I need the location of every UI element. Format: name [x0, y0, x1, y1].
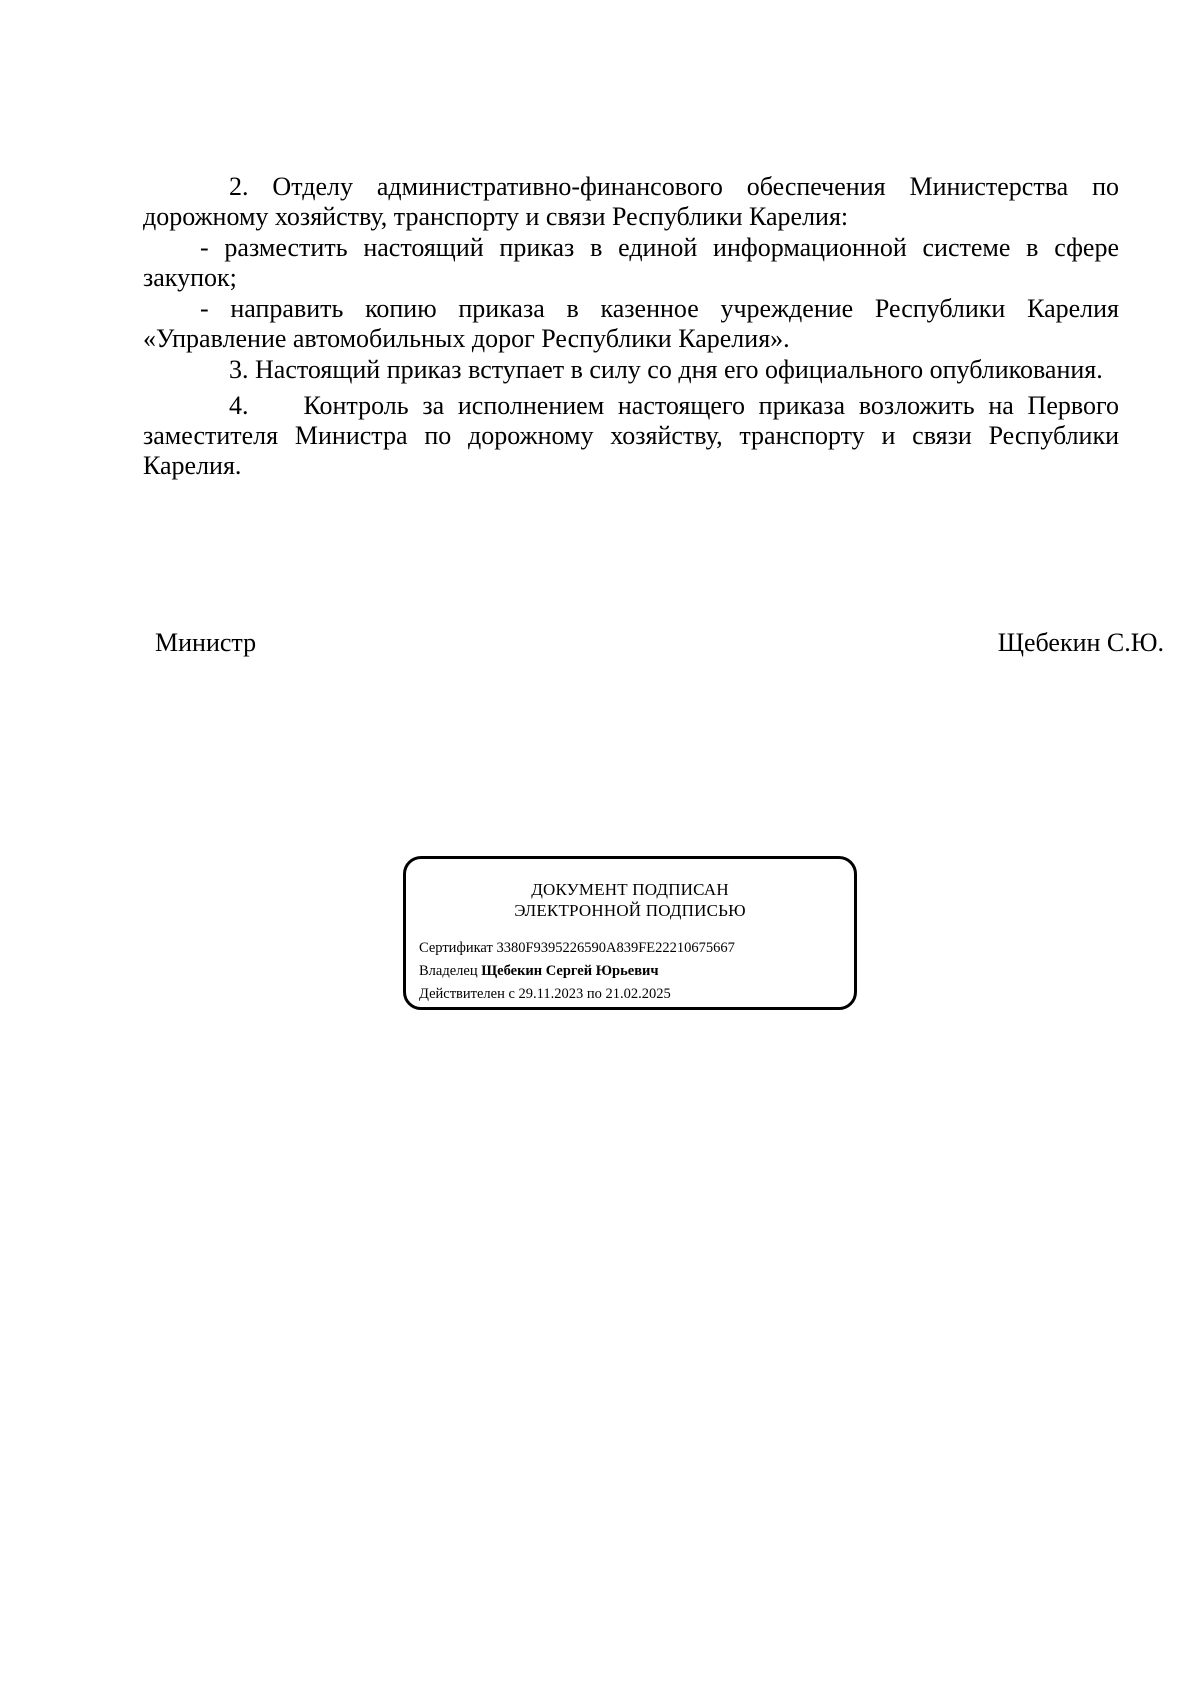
stamp-certificate — [419, 939, 735, 957]
valid-to-prefix: по — [586, 986, 602, 1002]
paragraph-3: 3. Настоящий приказ вступает в силу со дня его официального опубликования. — [229, 355, 1103, 384]
stamp-validity — [419, 985, 671, 1003]
stamp-owner — [419, 962, 659, 980]
valid-label: Действителен — [419, 986, 505, 1002]
signatory-title: Министр — [155, 628, 257, 657]
electronic-signature-stamp — [403, 856, 857, 1010]
certificate-label: Сертификат — [419, 940, 493, 956]
document-body — [143, 172, 1126, 481]
paragraph-2-item-publish: - разместить настоящий приказ в единой информационной системе в сфере закупок; — [143, 233, 1119, 292]
stamp-heading-line-2: ЭЛЕКТРОННОЙ ПОДПИСЬЮ — [514, 901, 746, 920]
certificate-value: 3380F9395226590A839FE22210675667 — [496, 940, 735, 956]
valid-from-prefix: с — [508, 986, 515, 1002]
paragraph-2-item-send-copy: - направить копию приказа в казенное учреждение Республики Карелия «Управление автомобильных дорог Республики Карелия». — [143, 294, 1119, 353]
owner-value: Щебекин Сергей Юрьевич — [481, 963, 659, 979]
stamp-heading-line-1: ДОКУМЕНТ ПОДПИСАН — [531, 880, 729, 899]
paragraph-4: 4. Контроль за исполнением настоящего приказа возложить на Первого заместителя Министра по дорожному хозяйству, транспорту и связи Республики Карелия. — [143, 391, 1126, 480]
signatory-name: Щебекин С.Ю. — [997, 628, 1164, 657]
paragraph-2: 2. Отделу административно-финансового обеспечения Министерства по дорожному хозяйству, транспорту и связи Республики Карелия: — [143, 172, 1119, 231]
valid-to: 21.02.2025 — [605, 986, 671, 1002]
owner-label: Владелец — [419, 963, 478, 979]
valid-from: 29.11.2023 — [518, 986, 584, 1002]
stamp-heading — [406, 879, 854, 921]
